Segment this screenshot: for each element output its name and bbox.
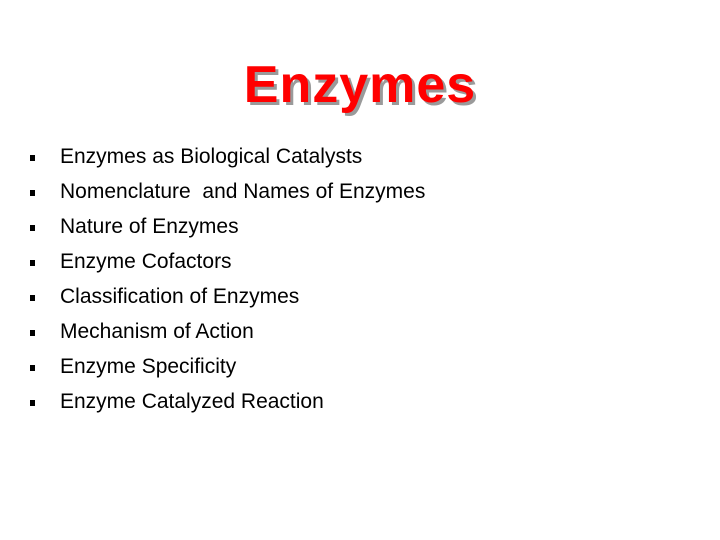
bullet-text: Enzyme Specificity (60, 355, 237, 378)
bullet-item (0, 350, 700, 385)
bullet-text: Enzyme Catalyzed Reaction (60, 390, 324, 413)
slide-title: Enzymes (243, 56, 477, 114)
bullet-text: Enzyme Cofactors (60, 250, 232, 273)
bullet-item (0, 280, 700, 315)
square-bullet-icon (30, 155, 35, 161)
bullet-text: Classification of Enzymes (60, 285, 300, 308)
bullet-item (0, 385, 700, 420)
square-bullet-icon (30, 260, 35, 266)
square-bullet-icon (30, 330, 35, 336)
square-bullet-icon (30, 295, 35, 301)
square-bullet-icon (30, 190, 35, 196)
bullet-text: Nomenclature and Names of Enzymes (60, 180, 426, 203)
bullet-item (0, 210, 700, 245)
bullet-text: Enzymes as Biological Catalysts (60, 145, 363, 168)
bullet-list (0, 140, 700, 420)
bullet-item (0, 175, 700, 210)
bullet-item (0, 245, 700, 280)
bullet-item (0, 315, 700, 350)
bullet-item (0, 140, 700, 175)
square-bullet-icon (30, 225, 35, 231)
square-bullet-icon (30, 365, 35, 371)
bullet-text: Mechanism of Action (60, 320, 254, 343)
bullet-text: Nature of Enzymes (60, 215, 239, 238)
square-bullet-icon (30, 400, 35, 406)
